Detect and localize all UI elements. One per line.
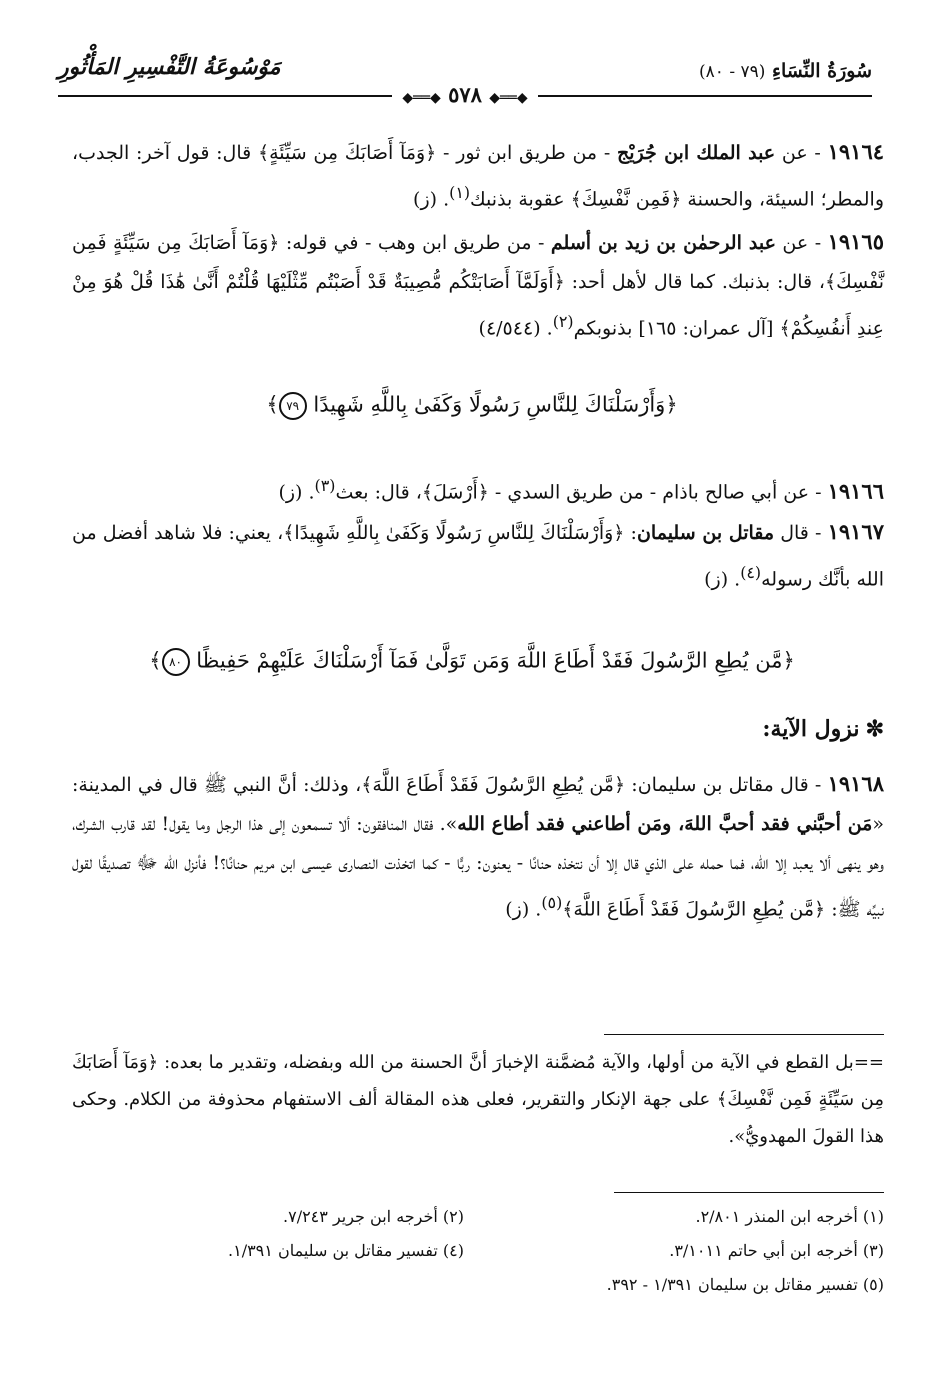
verse-number-icon: ٧٩ (279, 392, 307, 420)
footnote-4: (٤) تفسير مقاتل بن سليمان ١/٣٩١. (228, 1241, 464, 1260)
ayah-79: ﴿وَأَرْسَلْنَاكَ لِلنَّاسِ رَسُولًا وَكَفَىٰ بِاللَّهِ شَهِيدًا ٧٩﴾ (60, 392, 884, 420)
page-number-box (392, 83, 537, 110)
footnote-1: (١) أخرجه ابن المنذر ٢/٨٠١. (695, 1207, 884, 1226)
ayah-text: ﴿مَّن يُطِعِ الرَّسُولَ فَقَدْ أَطَاعَ اللَّهَ وَمَن تَوَلَّىٰ فَمَآ أَرْسَلْنَاكَ عَلَيْهِمْ حَفِيظًا (196, 648, 795, 673)
entry-number: ١٩١٦٧ (827, 519, 884, 544)
flower-icon: ✼ (865, 716, 884, 742)
section-heading (762, 716, 884, 742)
footnote-ref: (٥) (541, 893, 563, 912)
page-number: ٥٧٨ (448, 82, 482, 107)
entry-19164: ١٩١٦٤ - عن عبد الملك ابن جُرَيْج - من طريق ابن ثور - ﴿وَمَآ أَصَابَكَ مِن سَيِّئَةٍ﴾ قال: قول آخر: الجدب، والمطر؛ السيئة، والحسنة ﴿فَمِن نَّفْسِكَ﴾ عقوبة بذنبك$^{(١)}$. (ز) (72, 139, 885, 211)
entry-19167: ١٩١٦٧ - قال مقاتل بن سليمان: ﴿وَأَرْسَلْنَاكَ لِلنَّاسِ رَسُولًا وَكَفَىٰ بِاللَّهِ شَهِيدًا﴾، يعني: فلا شاهد أفضل من الله بأنَّك رسوله$^{(٤)}$. (ز) (72, 519, 884, 591)
quran-quote: ﴿أَوَلَمَّآ أَصَابَتْكُم مُّصِيبَةٌ قَدْ أَصَبْتُم مِّثْلَيْهَا قُلْتُمْ أَنَّىٰ هَٰذَا قُلْ هُوَ مِنْ عِندِ أَنفُسِكُمْ﴾ (72, 271, 884, 340)
hadith-text: مَن أحبَّني فقد أحبَّ اللهَ، ومَن أطاعني فقد أطاع الله (457, 813, 873, 835)
footnote-2: (٢) أخرجه ابن جرير ٧/٢٤٣. (283, 1207, 464, 1226)
continued-footnote: ==بل القطع في الآية من أولها، والآية مُضمَّنة الإخبارَ أنَّ الحسنة من الله وبفضله، وتقدير ما بعده: ﴿وَمَآ أَصَابَكَ مِن سَيِّئَةٍ فَمِن نَّفْسِكَ﴾ على جهة الإنكار والتقرير، فعلى هذه المقالة ألف الاستفهام محذوفة من الكلام. وحكى هذا القولَ المهدويُّ». (72, 1052, 884, 1147)
footnote-ref: (٣) (314, 476, 336, 495)
ornament-right-icon: ◆══◆ (489, 90, 528, 106)
quran-quote: ﴿مَّن يُطِعِ الرَّسُولَ فَقَدْ أَطَاعَ اللَّهَ﴾ (361, 774, 626, 796)
entry-number: ١٩١٦٥ (827, 229, 884, 254)
entry-number: ١٩١٦٨ (827, 771, 884, 796)
continuation-mark: == (853, 1052, 884, 1073)
ornament-left-icon: ◆══◆ (402, 90, 441, 106)
entry-number: ١٩١٦٦ (827, 478, 884, 504)
footnote-ref: (٢) (552, 312, 574, 331)
book-title: مَوْسُوعَةُ التَّفْسِيرِ المَأْثُورِ (58, 54, 281, 80)
quran-quote: ﴿وَمَآ أَصَابَكَ مِن سَيِّئَةٍ فَمِن نَّفْسِكَ﴾ (72, 1052, 884, 1110)
verse-number-icon: ٨٠ (162, 648, 190, 676)
footnotes (72, 1200, 884, 1302)
ayah-text: ﴿وَأَرْسَلْنَاكَ لِلنَّاسِ رَسُولًا وَكَفَىٰ بِاللَّهِ شَهِيدًا (313, 392, 678, 417)
quran-quote: ﴿مَّن يُطِعِ الرَّسُولَ فَقَدْ أَطَاعَ اللَّهَ﴾ (562, 898, 826, 921)
quran-quote: ﴿وَمَآ أَصَابَكَ مِن سَيِّئَةٍ فَمِن نَّفْسِكَ﴾ (72, 232, 884, 293)
entry-19168: ١٩١٦٨ - قال مقاتل بن سليمان: ﴿مَّن يُطِعِ الرَّسُولَ فَقَدْ أَطَاعَ اللَّهَ﴾، وذلك: أنَّ النبي ﷺ قال في المدينة: «مَن أحبَّني فقد أحبَّ اللهَ، ومَن أطاعني فقد أطاع الله». فقال المنافقون: ألا تسمعون إلى هذا الرجل وما يقول! لقد قارب الشرك، وهو ينهى ألا يعبد إلا الله، فما حمله على الذي قال إلا أن نتخذه حنانًا - يعنون: ربًّا - كما اتخذت النصارى عيسى ابن مريم حنانًا؟! فأنزل الله ﷻ تصديقًا لقول نبيِّه ﷺ: ﴿مَّن يُطِعِ الرَّسُولَ فَقَدْ أَطَاعَ اللَّهَ﴾$^{(٥)}$. (ز) (72, 771, 884, 921)
surah-header (699, 60, 872, 82)
ayah-80: ﴿مَّن يُطِعِ الرَّسُولَ فَقَدْ أَطَاعَ اللَّهَ وَمَن تَوَلَّىٰ فَمَآ أَرْسَلْنَاكَ عَلَيْهِمْ حَفِيظًا ٨٠﴾ (60, 648, 884, 676)
section-title: نزول الآية: (762, 716, 860, 742)
footnote-separator (604, 1034, 884, 1035)
entry-number: ١٩١٦٤ (827, 139, 885, 164)
quran-quote: ﴿فَمِن نَّفْسِكَ﴾ (570, 188, 682, 211)
entry-19165: ١٩١٦٥ - عن عبد الرحمٰن بن زيد بن أسلم - من طريق ابن وهب - في قوله: ﴿وَمَآ أَصَابَكَ مِن سَيِّئَةٍ فَمِن نَّفْسِكَ﴾، قال: بذنبك. كما قال لأهل أحد: ﴿أَوَلَمَّآ أَصَابَتْكُم مُّصِيبَةٌ قَدْ أَصَبْتُم مِّثْلَيْهَا قُلْتُمْ أَنَّىٰ هَٰذَا قُلْ هُوَ مِنْ عِندِ أَنفُسِكُمْ﴾ [آل عمران: ١٦٥] بذنوبكم$^{(٢)}$. (٤/٥٤٤) (72, 229, 884, 340)
narrator-name: عبد الملك ابن جُرَيْج (617, 142, 776, 164)
running-header (58, 52, 872, 108)
quran-quote: ﴿وَمَآ أَصَابَكَ مِن سَيِّئَةٍ﴾ (257, 142, 437, 164)
verse-range: (٧٩ - ٨٠) (699, 62, 766, 82)
footnote-5: (٥) تفسير مقاتل بن سليمان ١/٣٩١ - ٣٩٢. (606, 1275, 884, 1294)
footnote-3: (٣) أخرجه ابن أبي حاتم ٣/١٠١١. (669, 1241, 884, 1260)
surah-title: سُورَةُ النِّسَاءِ (772, 60, 872, 82)
narrator-name: مقاتل بن سليمان (636, 522, 775, 544)
footnote-separator (614, 1192, 884, 1193)
footnote-ref: (١) (449, 183, 471, 202)
footnote-ref: (٤) (740, 563, 762, 582)
quran-word: ﴿أَرْسَلَ﴾ (421, 481, 489, 504)
narrator-name: عبد الرحمٰن بن زيد بن أسلم (550, 232, 776, 254)
quran-quote: ﴿وَأَرْسَلْنَاكَ لِلنَّاسِ رَسُولًا وَكَفَىٰ بِاللَّهِ شَهِيدًا﴾ (283, 522, 625, 544)
entry-19166: ١٩١٦٦ - عن أبي صالح باذام - من طريق السدي - ﴿أَرْسَلَ﴾، قال: بعث$^{(٣)}$. (ز) (278, 476, 884, 504)
